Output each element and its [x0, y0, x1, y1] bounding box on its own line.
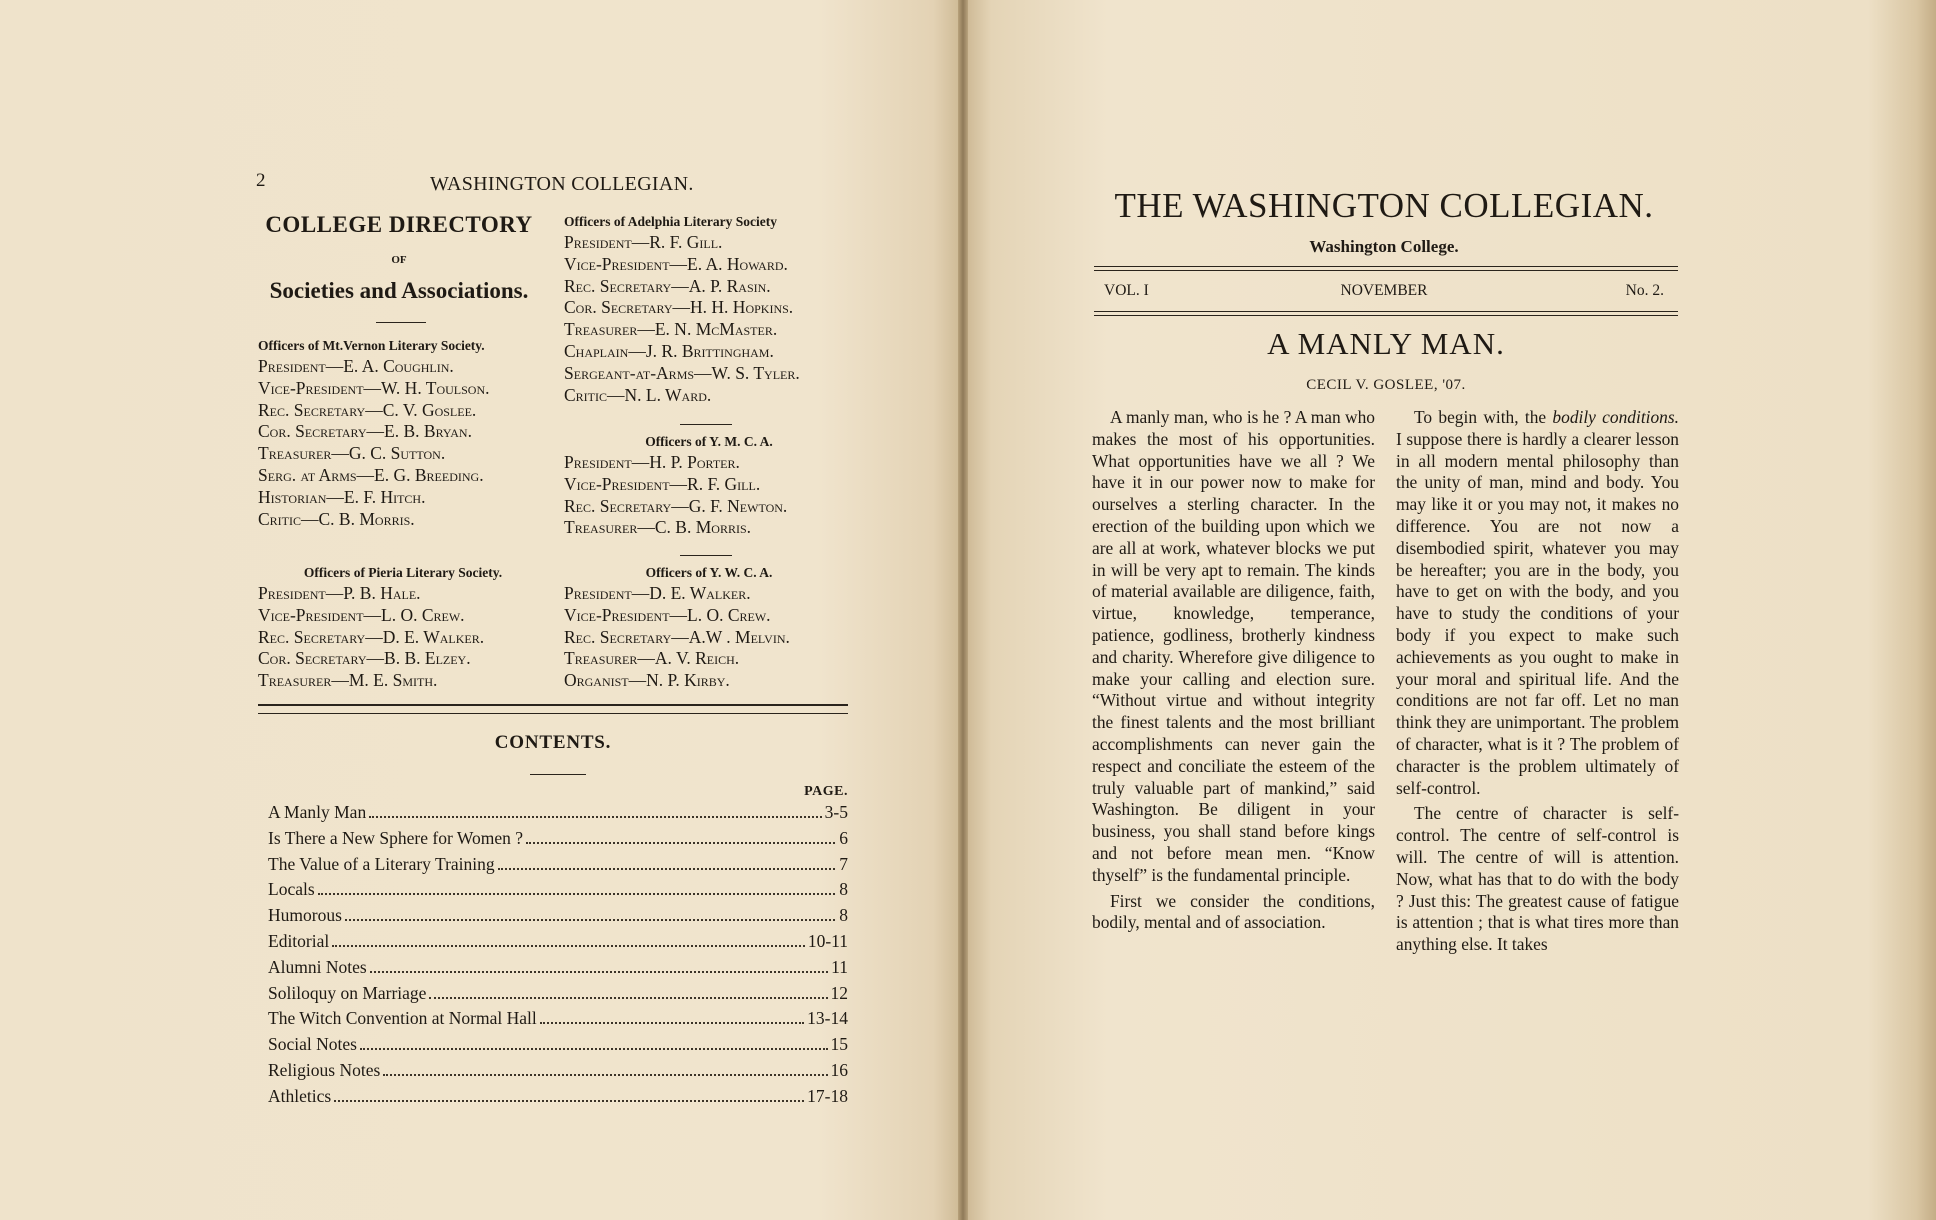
- divider: [680, 555, 732, 556]
- running-head: WASHINGTON COLLEGIAN.: [430, 173, 694, 195]
- officer-line: Treasurer—M. E. Smith.: [258, 670, 438, 691]
- officer-line: Vice-President—L. O. Crew.: [258, 604, 465, 625]
- page-number: 2: [256, 170, 266, 191]
- toc-entry[interactable]: [268, 879, 848, 905]
- officer-line: President—D. E. Walker.: [564, 583, 751, 603]
- toc-page: 7: [839, 853, 848, 874]
- officer-line: Vice-President—E. A. Howard.: [564, 253, 788, 274]
- dot-leader: [540, 1022, 804, 1024]
- section-heading: Officers of Y. W. C. A.: [645, 565, 773, 580]
- ywca-officers: [564, 563, 854, 692]
- toc-entry[interactable]: [268, 1008, 848, 1034]
- ymca-officers: [564, 432, 854, 539]
- month-label: NOVEMBER: [1340, 282, 1428, 299]
- officer-line: President—E. A. Coughlin.: [258, 356, 454, 376]
- section-heading: Officers of Y. M. C. A.: [645, 434, 773, 449]
- toc-title: Humorous: [268, 905, 342, 926]
- toc-entry[interactable]: [268, 802, 848, 828]
- officer-line: Sergeant-at-Arms—W. S. Tyler.: [564, 362, 800, 383]
- toc-title: Alumni Notes: [268, 956, 367, 977]
- toc-entry[interactable]: [268, 1060, 848, 1086]
- page-column-label: PAGE.: [804, 784, 848, 799]
- book-gutter: [958, 0, 968, 1220]
- toc-page: 8: [839, 879, 848, 900]
- volume-label: VOL. I: [1104, 282, 1149, 299]
- article-paragraph: The centre of character is self-control. The centre of self-control is will. The centre of will is attention. Now, what has that to do with the body ? Just this: The greatest cause of fatigue is attention ; that is what tires more than anything else. It takes: [1396, 803, 1679, 955]
- article-paragraph: A manly man, who is he ? A man who makes the most of his opportunities. What opportunities have we all ? We have it in our power now to make for ourselves a sterling character. In the erection of the building upon which we are all at work, whatever blocks we put in will be very apt to remain. The kinds of material available are diligence, faith, virtue, knowledge, temperance, patience, godliness, brotherly kindness and charity. Wherefore give diligence to make your calling and election sure. “Without virtue and without integrity the finest talents and the most brilliant accomplishments can never gain the respect and conciliate the esteem of the truly valuable part of mankind,” said Washington. Be diligent in your business, you shall stand before kings and not before mean men. “Know thyself” is the fundamental principle.: [1092, 407, 1375, 885]
- toc-page: 12: [830, 982, 848, 1003]
- directory-of: OF: [391, 254, 407, 266]
- article-paragraph: First we consider the conditions, bodily, mental and of association.: [1092, 890, 1375, 933]
- officer-line: Vice-President—W. H. Toulson.: [258, 377, 490, 398]
- section-heading: Officers of Pieria Literary Society.: [303, 565, 503, 580]
- double-rule: [258, 704, 848, 714]
- officer-line: Treasurer—C. B. Morris.: [564, 517, 751, 538]
- toc-title: Soliloquy on Marriage: [268, 982, 427, 1003]
- table-of-contents: [268, 802, 848, 1112]
- toc-entry[interactable]: [268, 957, 848, 983]
- toc-page: 6: [839, 827, 848, 848]
- toc-entry[interactable]: [268, 1034, 848, 1060]
- officer-line: Historian—E. F. Hitch.: [258, 486, 426, 507]
- contents-title: CONTENTS.: [494, 732, 612, 753]
- paragraph-text: I suppose there is hardly a clearer lesson in all modern mental philosophy than the unity of man, mind and body. You may like it or you may not, it makes no difference. You are not now a disembodied spirit, whatever you may be hereafter; you are in the body, you have to get on with the body, and you have to study the conditions of your body if you expect to make such achievements as you ought to make in your moral and spiritual life. And the conditions are not far off. Let no man think they are unimportant. The problem of character, what is it ? The problem of character is the problem ultimately of self-control.: [1396, 428, 1679, 798]
- toc-entry[interactable]: [268, 854, 848, 880]
- toc-title: Religious Notes: [268, 1059, 381, 1080]
- masthead-rule-top: [1094, 266, 1678, 271]
- toc-entry[interactable]: [268, 931, 848, 957]
- toc-title: Social Notes: [268, 1034, 357, 1055]
- divider: [680, 424, 732, 425]
- toc-page: 3-5: [824, 802, 848, 822]
- toc-page: 13-14: [807, 1008, 848, 1029]
- officer-line: Cor. Secretary—B. B. Elzey.: [258, 648, 471, 669]
- toc-title: A Manly Man: [268, 802, 367, 822]
- dot-leader: [369, 816, 821, 818]
- masthead-rule-bottom: [1094, 311, 1678, 316]
- officer-line: Treasurer—A. V. Reich.: [564, 648, 740, 669]
- toc-page: 8: [839, 905, 848, 926]
- officer-line: Serg. at Arms—E. G. Breeding.: [258, 464, 484, 485]
- toc-title: The Witch Convention at Normal Hall: [268, 1008, 537, 1029]
- officer-line: Vice-President—L. O. Crew.: [564, 604, 771, 625]
- dot-leader: [498, 868, 835, 870]
- article-column-right: [1396, 407, 1679, 960]
- toc-page: 15: [830, 1034, 848, 1055]
- officer-line: Treasurer—G. C. Sutton.: [258, 443, 446, 464]
- toc-title: The Value of a Literary Training: [268, 853, 495, 874]
- toc-entry[interactable]: [268, 905, 848, 931]
- masthead-subtitle: Washington College.: [1309, 237, 1459, 256]
- officer-line: Vice-President—R. F. Gill.: [564, 473, 761, 494]
- divider: [376, 322, 426, 323]
- officer-line: Rec. Secretary—A. P. Rasin.: [564, 275, 771, 296]
- toc-page: 10-11: [807, 930, 848, 951]
- toc-title: Locals: [268, 879, 315, 900]
- dot-leader: [318, 893, 835, 895]
- article-column-left: [1092, 407, 1375, 938]
- dot-leader: [334, 1100, 804, 1102]
- toc-entry[interactable]: [268, 828, 848, 854]
- officer-line: Rec. Secretary—A.W . Melvin.: [564, 626, 790, 647]
- dot-leader: [345, 919, 835, 921]
- dot-leader: [360, 1048, 828, 1050]
- toc-page: 11: [831, 956, 848, 977]
- officer-line: Rec. Secretary—G. F. Newton.: [564, 495, 788, 516]
- dot-leader: [383, 1074, 827, 1076]
- mt-vernon-officers: [258, 336, 548, 530]
- officer-line: Chaplain—J. R. Brittingham.: [564, 340, 774, 361]
- article-byline: CECIL V. GOSLEE, '07.: [1306, 377, 1466, 393]
- dot-leader: [370, 971, 828, 973]
- masthead: THE WASHINGTON COLLEGIAN.: [1114, 186, 1654, 225]
- officer-line: President—H. P. Porter.: [564, 452, 740, 472]
- emphasis-text: bodily conditions.: [1552, 407, 1679, 427]
- directory-subtitle: Societies and Associations.: [269, 278, 529, 303]
- officer-line: Cor. Secretary—H. H. Hopkins.: [564, 297, 794, 318]
- paragraph-intro: To begin with, the: [1414, 407, 1553, 427]
- adelphia-officers: [564, 212, 854, 406]
- toc-title: Editorial: [268, 930, 330, 951]
- pieria-officers: [258, 563, 548, 692]
- section-heading: Officers of Mt.Vernon Literary Society.: [258, 338, 485, 353]
- article-title: A MANLY MAN.: [1267, 326, 1505, 361]
- directory-title: COLLEGE DIRECTORY: [265, 212, 533, 237]
- toc-title: Athletics: [268, 1085, 332, 1106]
- toc-entry[interactable]: [268, 1086, 848, 1112]
- section-heading: Officers of Adelphia Literary Society: [564, 214, 777, 229]
- dot-leader: [526, 842, 835, 844]
- toc-title: Is There a New Sphere for Women ?: [268, 827, 524, 848]
- issue-number: No. 2.: [1625, 282, 1664, 299]
- officer-line: Rec. Secretary—D. E. Walker.: [258, 626, 485, 647]
- officer-line: Treasurer—E. N. McMaster.: [564, 319, 778, 340]
- officer-line: President—R. F. Gill.: [564, 232, 723, 252]
- left-page: [0, 0, 962, 1220]
- officer-line: Critic—N. L. Ward.: [564, 384, 712, 405]
- toc-page: 17-18: [807, 1085, 848, 1106]
- officer-line: Organist—N. P. Kirby.: [564, 670, 730, 691]
- officer-line: Critic—C. B. Morris.: [258, 508, 415, 529]
- officer-line: Cor. Secretary—E. B. Bryan.: [258, 421, 472, 442]
- dot-leader: [332, 945, 805, 947]
- dot-leader: [429, 997, 827, 999]
- article-paragraph: [1396, 407, 1679, 799]
- divider: [530, 774, 586, 775]
- officer-line: President—P. B. Hale.: [258, 583, 421, 603]
- toc-page: 16: [830, 1059, 848, 1080]
- toc-entry[interactable]: [268, 983, 848, 1009]
- officer-line: Rec. Secretary—C. V. Goslee.: [258, 399, 477, 420]
